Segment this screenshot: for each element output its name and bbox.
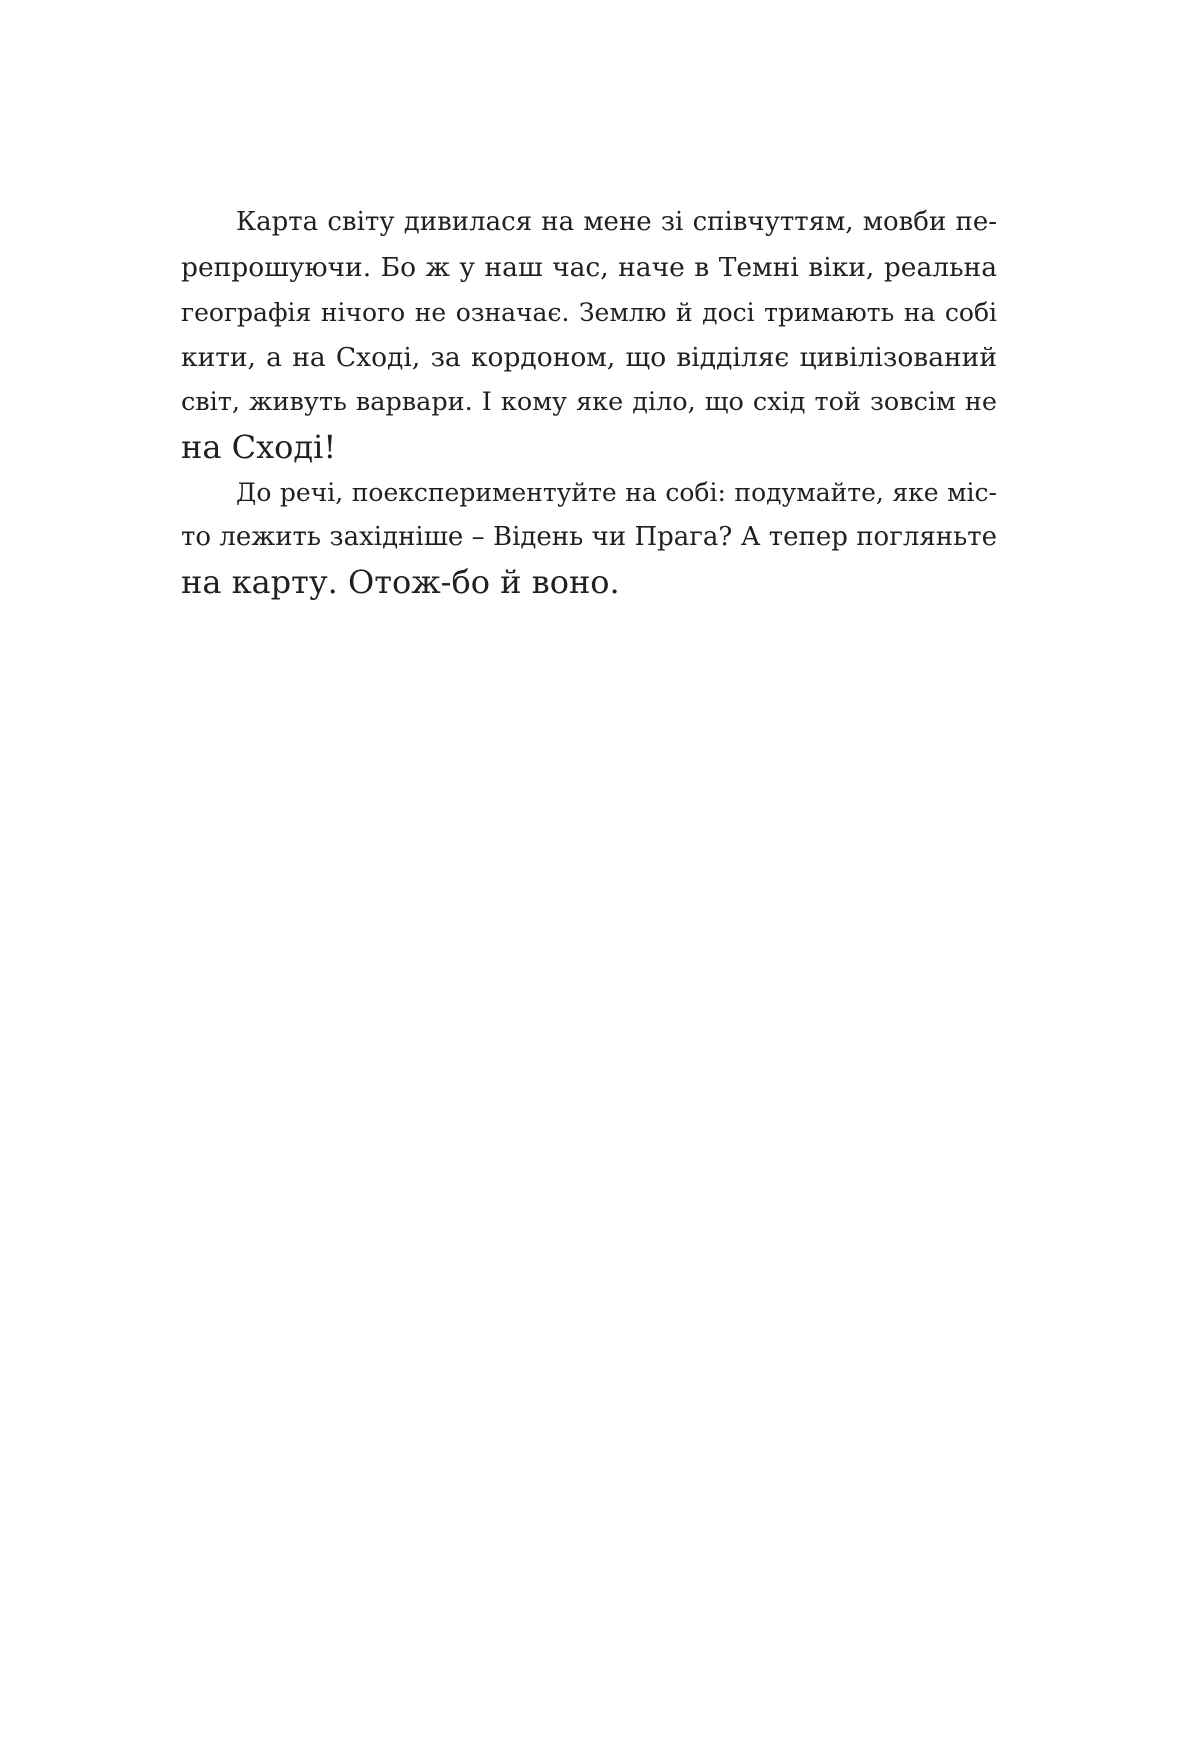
text-line: Карта світу дивилася на мене зі співчуттям, мовби пе- bbox=[236, 207, 997, 237]
text-line: на Сході! bbox=[181, 428, 337, 466]
text-line: то лежить західніше – Відень чи Прага? А тепер погляньте bbox=[181, 522, 997, 552]
text-line: кити, а на Сході, за кордоном, що відділяє цивілізований bbox=[181, 342, 997, 373]
page-text bbox=[181, 200, 997, 605]
paragraph-1 bbox=[181, 200, 997, 470]
text-line: До речі, поекспериментуйте на собі: подумайте, яке міс- bbox=[236, 478, 997, 507]
text-line: на карту. Отож-бо й воно. bbox=[181, 563, 620, 601]
text-line: світ, живуть варвари. І кому яке діло, що схід той зовсім не bbox=[181, 387, 997, 417]
paragraph-2 bbox=[181, 470, 997, 605]
text-line: репрошуючи. Бо ж у наш час, наче в Темні віки, реальна bbox=[181, 252, 997, 283]
text-line: географія нічого не означає. Землю й досі тримають на собі bbox=[181, 298, 997, 327]
